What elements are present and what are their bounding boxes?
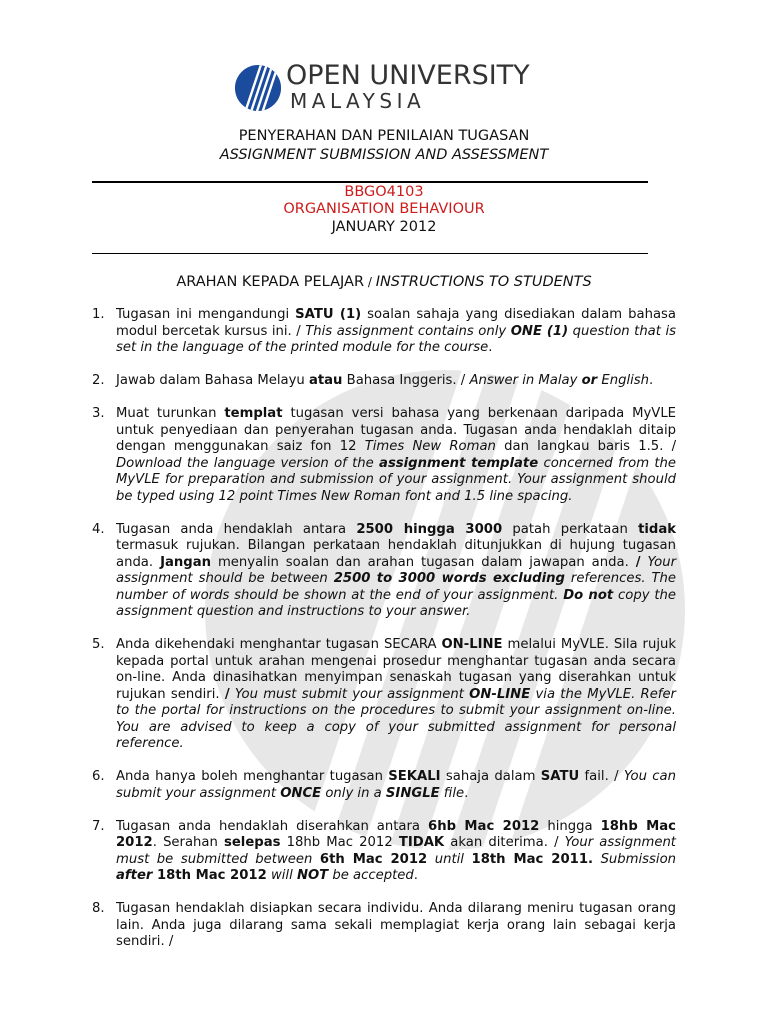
- divider-top: [92, 181, 648, 183]
- instruction-text-segment: .: [413, 868, 418, 883]
- instruction-text-segment: Jangan: [160, 554, 211, 570]
- instruction-text-segment: ONCE: [280, 785, 322, 801]
- instruction-text-segment: SEKALI: [388, 769, 441, 784]
- instruction-text-segment: until: [427, 851, 472, 867]
- instruction-text-segment: tugasan versi bahasa yang berkenaan daripada MyVLE untuk penyediaan dan penyerahan tugasan anda. Tugasan anda hendaklah ditaip dengan menggunakan saiz fon 12: [116, 406, 677, 454]
- instruction-number: 2.: [92, 373, 105, 388]
- instruction-text-segment: Anda dikehendaki menghantar tugasan SECARA: [116, 637, 442, 652]
- instruction-text: [116, 373, 653, 388]
- instruction-item: [92, 406, 676, 505]
- instruction-text-segment: only in a: [321, 785, 386, 801]
- instruction-spacer: [92, 753, 676, 770]
- instruction-spacer: [92, 885, 676, 902]
- instruction-text: [116, 769, 676, 801]
- instructions-heading-english: INSTRUCTIONS TO STUDENTS: [375, 274, 592, 290]
- instruction-text-segment: SATU: [540, 769, 580, 784]
- instruction-text-segment: Do not: [563, 587, 614, 603]
- instruction-text-segment: Anda hanya boleh menghantar tugasan: [116, 769, 389, 784]
- instruction-text-segment: Your assignment should be between: [116, 554, 676, 586]
- instruction-text-segment: You can submit your assignment: [116, 769, 676, 801]
- instruction-text-segment: dan langkau baris 1.5. /: [495, 439, 677, 454]
- instruction-item: [92, 901, 676, 951]
- instruction-text-segment: copy the assignment question and instructions to your answer.: [116, 587, 676, 619]
- course-semester: JANUARY 2012: [331, 219, 437, 235]
- instruction-number: 3.: [92, 406, 105, 421]
- instruction-number: 1.: [92, 307, 105, 322]
- instruction-text-segment: ON-LINE: [441, 637, 503, 652]
- instruction-text-segment: Download the language version of the: [116, 455, 380, 471]
- instruction-text-segment: termasuk rujukan. Bilangan perkataan hendaklah ditunjukkan di hujung tugasan anda.: [116, 538, 676, 570]
- instruction-text-segment: references. The number of words should be shown at the end of your assignment.: [116, 571, 676, 603]
- instruction-text-segment: 2500 to 3000 words excluding: [333, 571, 565, 586]
- instruction-text-segment: templat: [224, 406, 283, 421]
- instruction-item: [92, 373, 676, 390]
- instruction-text: [116, 307, 676, 355]
- instruction-text-segment: after: [116, 868, 153, 883]
- instruction-text: [116, 637, 676, 751]
- instruction-text-segment: Times New Roman: [364, 439, 496, 454]
- instruction-spacer: [92, 505, 676, 522]
- instruction-text-segment: tidak: [638, 521, 677, 537]
- instruction-text-segment: 18hb Mac 2012: [280, 835, 399, 850]
- instruction-text-segment: This assignment contains only: [305, 323, 511, 339]
- instruction-text-segment: SINGLE: [385, 785, 440, 801]
- instruction-text-segment: Submission: [593, 851, 677, 867]
- instructions-heading-separator: /: [364, 275, 376, 289]
- instruction-number: 4.: [92, 521, 105, 537]
- instruction-item: [92, 769, 676, 802]
- instruction-text-segment: patah perkataan: [502, 521, 639, 537]
- instruction-text: [116, 901, 676, 949]
- course-name: ORGANISATION BEHAVIOUR: [283, 201, 485, 217]
- instruction-list: [92, 307, 676, 951]
- instruction-text-segment: akan diterima. /: [444, 835, 565, 850]
- title-english: ASSIGNMENT SUBMISSION AND ASSESSMENT: [219, 147, 549, 163]
- instruction-number: 7.: [92, 818, 105, 834]
- instruction-text-segment: Your assignment must be submitted between: [116, 835, 676, 867]
- instruction-text-segment: sahaja dalam: [440, 769, 541, 784]
- instruction-text-segment: file: [439, 785, 465, 801]
- instruction-text-segment: 6hb Mac 2012: [428, 818, 540, 834]
- instruction-text-segment: Tugasan hendaklah disiapkan secara individu. Anda dilarang meniru tugasan orang lain. Anda juga dilarang sama sekali memplagiat kerja orang lain sebagai kerja sendiri. /: [116, 901, 676, 949]
- instruction-item: [92, 637, 676, 753]
- instruction-text-segment: 6th Mac 2012: [319, 851, 428, 867]
- instruction-text-segment: ON-LINE: [469, 686, 531, 702]
- instruction-text-segment: concerned from the MyVLE for preparation and submission of your assignment. Your assignment should be typed using 12 point Times New Roman font and 1.5 line spacing.: [116, 455, 676, 504]
- instruction-text-segment: /: [224, 686, 230, 702]
- instruction-text-segment: Tugasan anda hendaklah diserahkan antara: [116, 818, 429, 834]
- instruction-text-segment: 18th Mac 2011.: [471, 851, 594, 867]
- instruction-spacer: [92, 621, 676, 638]
- course-code: BBGO4103: [344, 184, 424, 200]
- instruction-text-segment: selepas: [224, 835, 281, 850]
- instruction-text-segment: soalan sahaja yang disediakan dalam bahasa modul bercetak kursus ini. /: [116, 307, 676, 339]
- instruction-text-segment: fail. /: [579, 769, 624, 784]
- instruction-text-segment: question that is set in the language of the printed module for the course: [116, 323, 676, 355]
- instruction-text-segment: . Serahan: [152, 835, 225, 850]
- instruction-text-segment: Answer in Malay: [469, 373, 582, 388]
- instruction-text-segment: Muat turunkan: [116, 406, 225, 421]
- logo-text-malaysia: MALAYSIA: [290, 89, 426, 113]
- instruction-number: 5.: [92, 637, 105, 652]
- instruction-text: [116, 819, 676, 884]
- instruction-text-segment: Tugasan ini mengandungi: [116, 307, 296, 322]
- oum-logo-mark-icon: [234, 64, 282, 112]
- instruction-text-segment: /: [635, 554, 641, 570]
- instruction-text-segment: melalui MyVLE. Sila rujuk kepada portal untuk arahan mengenai prosedur menghantar tugasan anda secara on-line. Anda dinasihatkan menyimpan senaskah tugasan yang diserahkan untuk rujukan sendiri.: [116, 637, 676, 702]
- instruction-text-segment: TIDAK: [398, 835, 445, 850]
- instruction-spacer: [92, 357, 676, 374]
- instruction-text-segment: be accepted: [328, 868, 414, 883]
- instruction-text-segment: via the MyVLE. Refer to the portal for instructions on the procedures to submit your assignment on-line. You are advised to keep a copy of your submitted assignment for personal reference.: [116, 686, 676, 751]
- instruction-number: 6.: [92, 769, 105, 784]
- instruction-text-segment: or: [581, 373, 598, 388]
- instructions-heading-malay: ARAHAN KEPADA PELAJAR: [176, 274, 365, 290]
- instruction-item: [92, 819, 676, 885]
- instruction-text-segment: .: [649, 373, 654, 388]
- instruction-text-segment: ONE (1): [510, 323, 569, 339]
- instruction-text: [116, 406, 676, 504]
- instruction-text-segment: .: [464, 785, 469, 801]
- instruction-text-segment: You must submit your assignment: [229, 686, 470, 702]
- instruction-text-segment: SATU (1): [295, 307, 362, 322]
- instruction-text-segment: will: [266, 868, 297, 883]
- instruction-item: [92, 307, 676, 357]
- instruction-text-segment: Bahasa Inggeris. /: [342, 373, 470, 388]
- instruction-text-segment: Jawab dalam Bahasa Melayu: [116, 373, 309, 388]
- instruction-text-segment: hingga: [539, 818, 601, 834]
- instruction-spacer: [92, 390, 676, 407]
- instructions-heading: [0, 274, 768, 290]
- instruction-text-segment: .: [488, 340, 493, 355]
- instruction-text-segment: menyalin soalan dan arahan tugasan dalam jawapan anda.: [210, 554, 636, 570]
- instruction-text-segment: assignment template: [379, 455, 539, 471]
- instruction-text-segment: atau: [308, 373, 343, 388]
- title-malay: PENYERAHAN DAN PENILAIAN TUGASAN: [238, 128, 530, 144]
- instruction-item: [92, 522, 676, 621]
- divider-bottom: [92, 253, 648, 254]
- instruction-text-segment: Tugasan anda hendaklah antara: [116, 521, 357, 537]
- instruction-spacer: [92, 802, 676, 819]
- university-logo: [234, 62, 544, 116]
- instruction-text-segment: 2500 hingga 3000: [356, 521, 503, 537]
- instruction-text-segment: 18th Mac 2012: [152, 868, 267, 883]
- instruction-number: 8.: [92, 901, 105, 916]
- instruction-text-segment: NOT: [296, 868, 329, 883]
- instruction-text-segment: English: [597, 373, 650, 388]
- instruction-text: [116, 522, 676, 620]
- logo-text-open-university: OPEN UNIVERSITY: [286, 60, 530, 91]
- instruction-text-segment: 18hb Mac 2012: [116, 818, 676, 850]
